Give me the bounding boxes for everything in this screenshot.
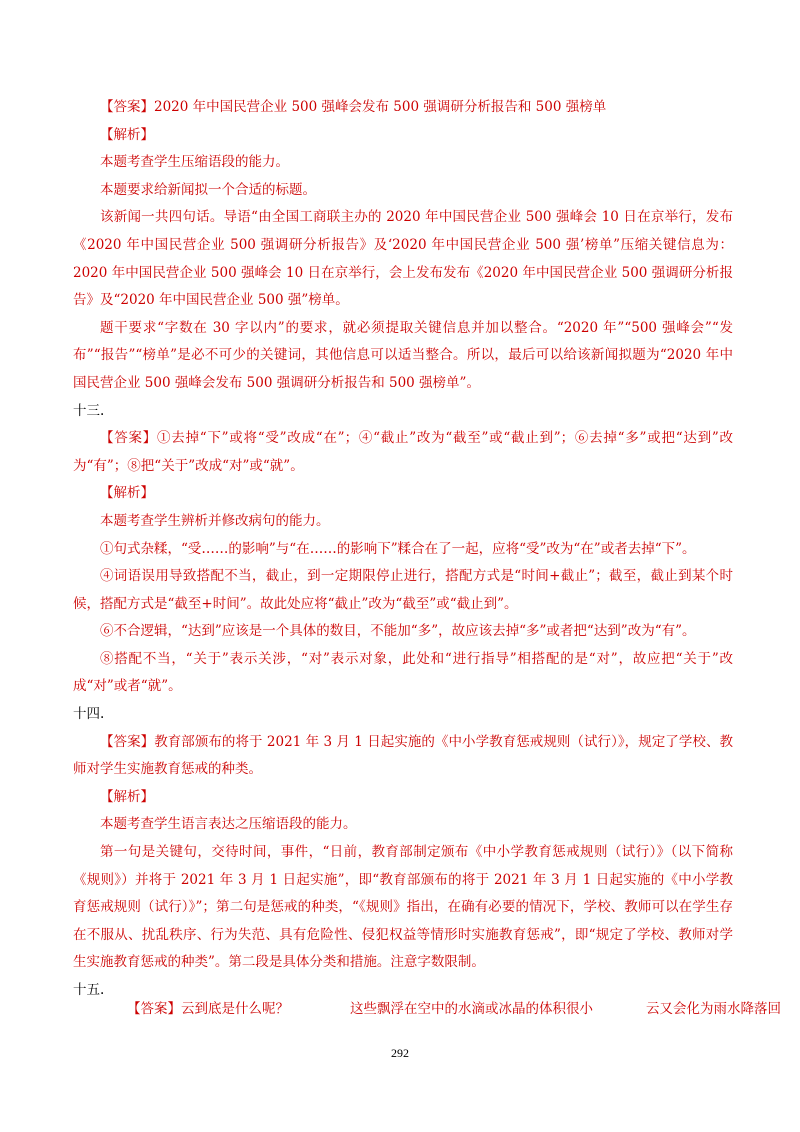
paragraph: 【答案】2020 年中国民营企业 500 强峰会发布 500 强调研分析报告和 500 强榜单 <box>100 99 607 115</box>
paragraph: ④词语误用导致搭配不当，截止，到一定期限停止进行，搭配方式是“时间+截止”；截至，截止到某个时候，搭配方式是“截至+时间”。故此处应将“截止”改为“截至”或“截止到”。 <box>73 568 733 612</box>
answer-15-part-3: 云又会化为雨水降落回 <box>646 1001 781 1017</box>
answer-15-line <box>73 996 781 1024</box>
paragraph: 题干要求“字数在 30 字以内”的要求，就必须提取关键信息并加以整合。“2020 年”“500 强峰会”“发布”“报告”“榜单”是必不可少的关键词，其他信息可以适当整合。所以，最后可以给该新闻拟题为“2020 年中国民营企业 500 强峰会发布 500 强调研分析报告和 500 强榜单”。 <box>73 319 733 391</box>
page-number: 292 <box>391 1046 409 1060</box>
paragraph: 【解析】 <box>100 788 154 805</box>
paragraph: ⑥不合逻辑，“达到”应该是一个具体的数目，不能加“多”，故应该去掉“多”或者把“达到”改为“有”。 <box>100 623 696 640</box>
paragraph: 【答案】教育部颁布的将于 2021 年 3 月 1 日起实施的《中小学教育惩戒规则（试行）》，规定了学校、教师对学生实施教育惩戒的种类。 <box>73 733 733 778</box>
paragraph: 本题要求给新闻拟一个合适的标题。 <box>100 181 316 198</box>
paragraph: 第一句是关键句，交待时间，事件，“日前，教育部制定颁布《中小学教育惩戒规则（试行）》（以下简称《规则》）并将于 2021 年 3 月 1 日起实施”，即“教育部颁布的将于 2021 年 3 月 1 日起实施的《中小学教育惩戒规则（试行）》”；第二句是惩戒的种类，“《规则》指出，在确有必要的情况下，学校、教师可以在学生存在不服从、扰乱秩序、行为失范、具有危险性、侵犯权益等情形时实施教育惩戒”，即“规定了学校、教师对学生实施教育惩戒的种类”。第二段是具体分类和措施。注意字数限制。 <box>73 844 733 971</box>
answer-15-part-1: 【答案】云到底是什么呢？ <box>127 1001 289 1017</box>
paragraph: ⑧搭配不当，“关于”表示关涉，“对”表示对象，此处和“进行指导”相搭配的是“对”，故应把“关于”改成“对”或者“就”。 <box>73 650 733 695</box>
section-number: 十五. <box>73 982 105 998</box>
paragraph: 【解析】 <box>100 126 154 143</box>
paragraph: 本题考查学生辨析并修改病句的能力。 <box>100 512 330 529</box>
section-number: 十四. <box>73 706 105 723</box>
paragraph: 该新闻一共四句话。导语“由全国工商联主办的 2020 年中国民营企业 500 强峰会 10 日在京举行，发布《2020 年中国民营企业 500 强调研分析报告》及‘2020 年中国民营企业 500 强’榜单”压缩关键信息为：2020 年中国民营企业 500 强峰会 10 日在京举行，会上发布发布《2020 年中国民营企业 500 强调研分析报告》及“2020 年中国民营企业 500 强”榜单。 <box>73 209 733 309</box>
paragraph: ①句式杂糅，“受……的影响”与“在……的影响下”糅合在了一起，应将“受”改为“在”或者去掉“下”。 <box>100 540 696 557</box>
paragraph: 本题考查学生语言表达之压缩语段的能力。 <box>100 816 357 833</box>
paragraph: 本题考查学生压缩语段的能力。 <box>100 154 289 171</box>
answer-content <box>73 94 733 1005</box>
section-number: 十三. <box>73 402 105 419</box>
answer-15-part-2: 这些飘浮在空中的水滴或冰晶的体积很小 <box>350 1001 593 1017</box>
paragraph: 【答案】①去掉“下”或将“受”改成“在”；④“截止”改为“截至”或“截止到”；⑥去掉“多”或把“达到”改为“有”；⑧把“关于”改成“对”或“就”。 <box>73 430 733 474</box>
paragraph: 【解析】 <box>100 485 154 502</box>
